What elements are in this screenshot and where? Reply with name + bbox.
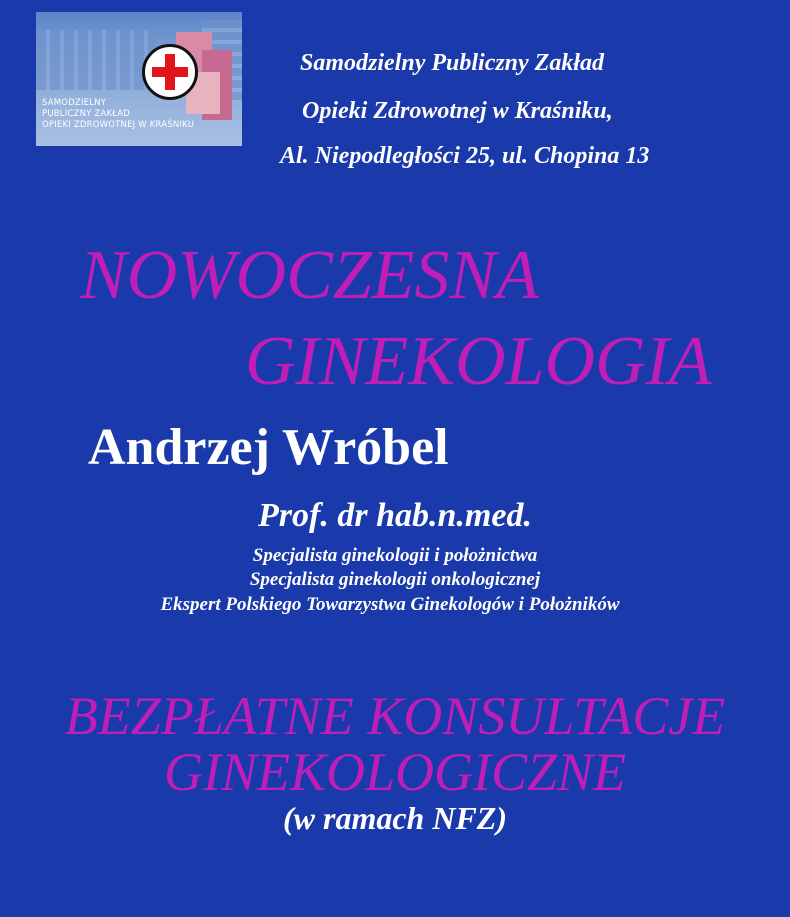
specialty-1: Specjalista ginekologii i położnictwa (252, 545, 538, 566)
institution-name-line-2: Opieki Zdrowotnej w Kraśniku, (302, 98, 613, 124)
institution-address: Al. Niepodległości 25, ul. Chopina 13 (280, 143, 650, 169)
logo-caption-line-1: SAMODZIELNY (42, 98, 107, 108)
headline-line-2: GINEKOLOGIA (245, 323, 712, 400)
offer-line-1: BEZPŁATNE KONSULTACJE (64, 686, 726, 746)
specialty-2: Specjalista ginekologii onkologicznej (249, 569, 541, 590)
institution-name-line-1: Samodzielny Publiczny Zakład (300, 50, 605, 76)
doctor-degree: Prof. dr hab.n.med. (258, 497, 532, 534)
red-cross-icon-bar (152, 67, 188, 77)
doctor-name: Andrzej Wróbel (88, 419, 449, 476)
building-image (36, 30, 156, 90)
specialty-3: Ekspert Polskiego Towarzystwa Ginekologów i Położników (160, 594, 620, 615)
institution-logo (36, 12, 242, 146)
offer-note: (w ramach NFZ) (283, 800, 507, 836)
logo-caption-line-2: PUBLICZNY ZAKŁAD (42, 109, 130, 119)
offer-line-2: GINEKOLOGICZNE (163, 742, 627, 802)
headline-line-1: NOWOCZESNA (80, 237, 539, 314)
logo-caption (42, 98, 242, 131)
logo-caption-line-3: OPIEKI ZDROWOTNEJ W KRAŚNIKU (42, 120, 195, 130)
